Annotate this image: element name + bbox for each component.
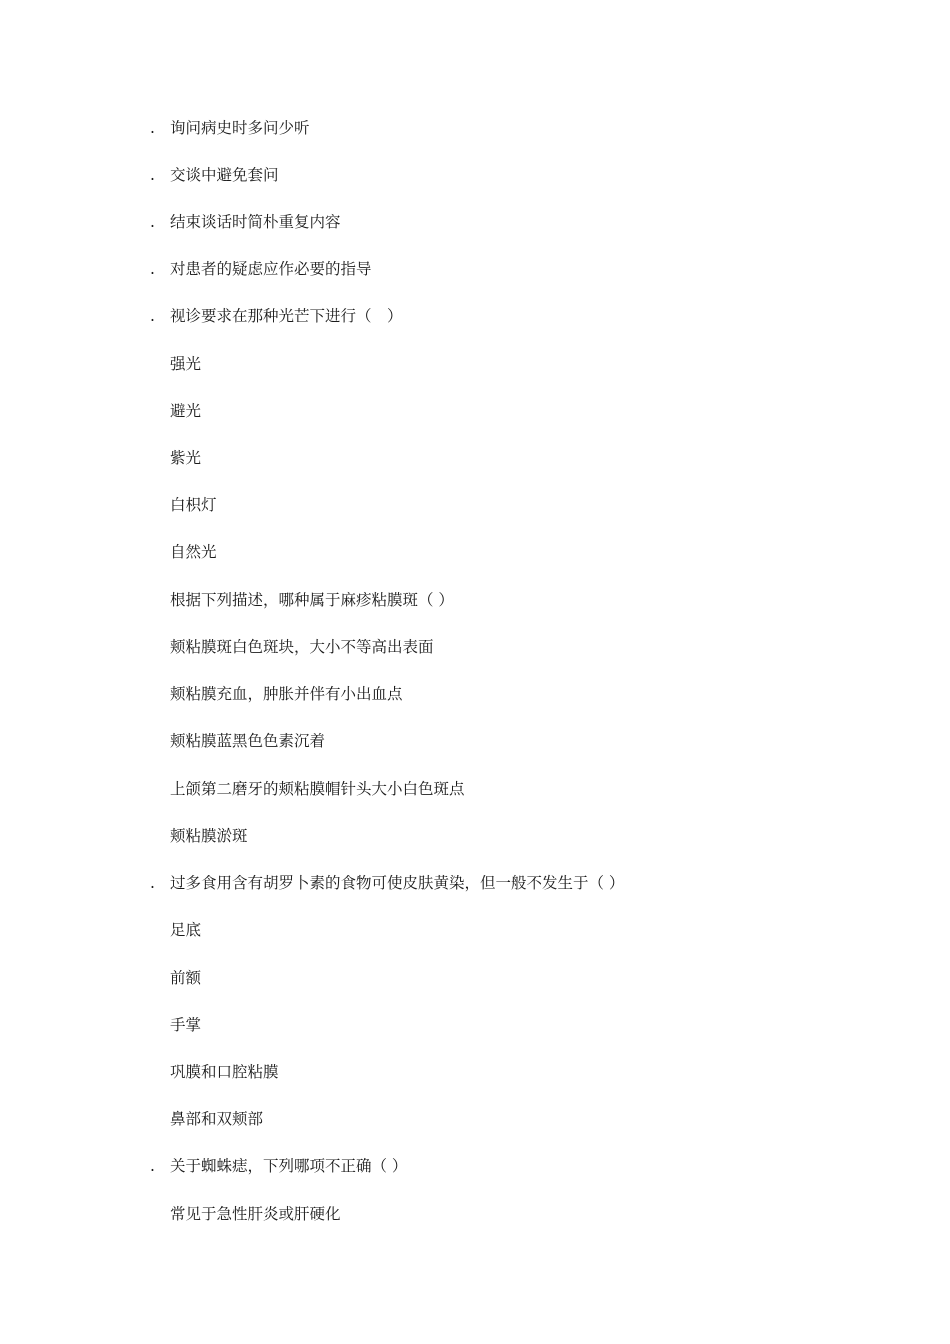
option-line bbox=[170, 401, 201, 421]
bullet-marker: . bbox=[150, 260, 155, 278]
line-text: 自然光 bbox=[170, 543, 217, 561]
question-option-line bbox=[150, 165, 279, 185]
line-text: 询问病史时多问少听 bbox=[170, 119, 310, 137]
bullet-marker: . bbox=[150, 874, 155, 892]
line-text: 白枳灯 bbox=[170, 496, 217, 514]
option-line bbox=[170, 542, 217, 562]
line-text: 对患者的疑虑应作必要的指导 bbox=[170, 260, 372, 278]
line-text: 巩膜和口腔粘膜 bbox=[170, 1063, 279, 1081]
line-text: 颊粘膜淤斑 bbox=[170, 827, 248, 845]
line-text: 过多食用含有胡罗卜素的食物可使皮肤黄染，但一般不发生于（ ） bbox=[170, 874, 625, 892]
option-line bbox=[170, 354, 201, 374]
option-line bbox=[170, 448, 201, 468]
question-line bbox=[150, 873, 624, 893]
option-line bbox=[170, 826, 248, 846]
option-line bbox=[170, 495, 217, 515]
bullet-marker: . bbox=[150, 166, 155, 184]
line-text: 前额 bbox=[170, 969, 202, 987]
line-text: 强光 bbox=[170, 355, 202, 373]
question-line bbox=[150, 1156, 407, 1176]
line-text: 颊粘膜蓝黑色色素沉着 bbox=[170, 732, 326, 750]
option-line bbox=[170, 920, 201, 940]
option-line bbox=[170, 1204, 341, 1224]
line-text: 颊粘膜斑白色斑块，大小不等高出表面 bbox=[170, 638, 434, 656]
option-line bbox=[170, 1109, 263, 1129]
question-option-line bbox=[150, 259, 372, 279]
option-line bbox=[170, 968, 201, 988]
bullet-marker: . bbox=[150, 1157, 155, 1175]
question-option-line bbox=[150, 118, 310, 138]
question-option-line bbox=[150, 212, 341, 232]
line-text: 颊粘膜充血，肿胀并伴有小出血点 bbox=[170, 685, 403, 703]
bullet-marker: . bbox=[150, 119, 155, 137]
line-text: 关于蜘蛛痣，下列哪项不正确（ ） bbox=[170, 1157, 408, 1175]
line-text: 避光 bbox=[170, 402, 202, 420]
option-line bbox=[170, 1062, 279, 1082]
question-line bbox=[170, 590, 454, 610]
line-text: 足底 bbox=[170, 921, 202, 939]
line-text: 紫光 bbox=[170, 449, 202, 467]
bullet-marker: . bbox=[150, 307, 155, 325]
option-line bbox=[170, 731, 325, 751]
option-line bbox=[170, 684, 403, 704]
option-line bbox=[170, 637, 434, 657]
line-text: 根据下列描述，哪种属于麻疹粘膜斑（ ） bbox=[170, 591, 454, 609]
line-text: 鼻部和双颊部 bbox=[170, 1110, 264, 1128]
line-text: 手掌 bbox=[170, 1016, 202, 1034]
option-line bbox=[170, 1015, 201, 1035]
line-text: 结束谈话时简朴重复内容 bbox=[170, 213, 341, 231]
question-line bbox=[150, 306, 403, 326]
line-text: 视诊要求在那种光芒下进行（ ） bbox=[170, 307, 403, 325]
option-line bbox=[170, 779, 465, 799]
line-text: 常见于急性肝炎或肝硬化 bbox=[170, 1205, 341, 1223]
bullet-marker: . bbox=[150, 213, 155, 231]
line-text: 交谈中避免套问 bbox=[170, 166, 279, 184]
line-text: 上颌第二磨牙的颊粘膜帽针头大小白色斑点 bbox=[170, 780, 465, 798]
